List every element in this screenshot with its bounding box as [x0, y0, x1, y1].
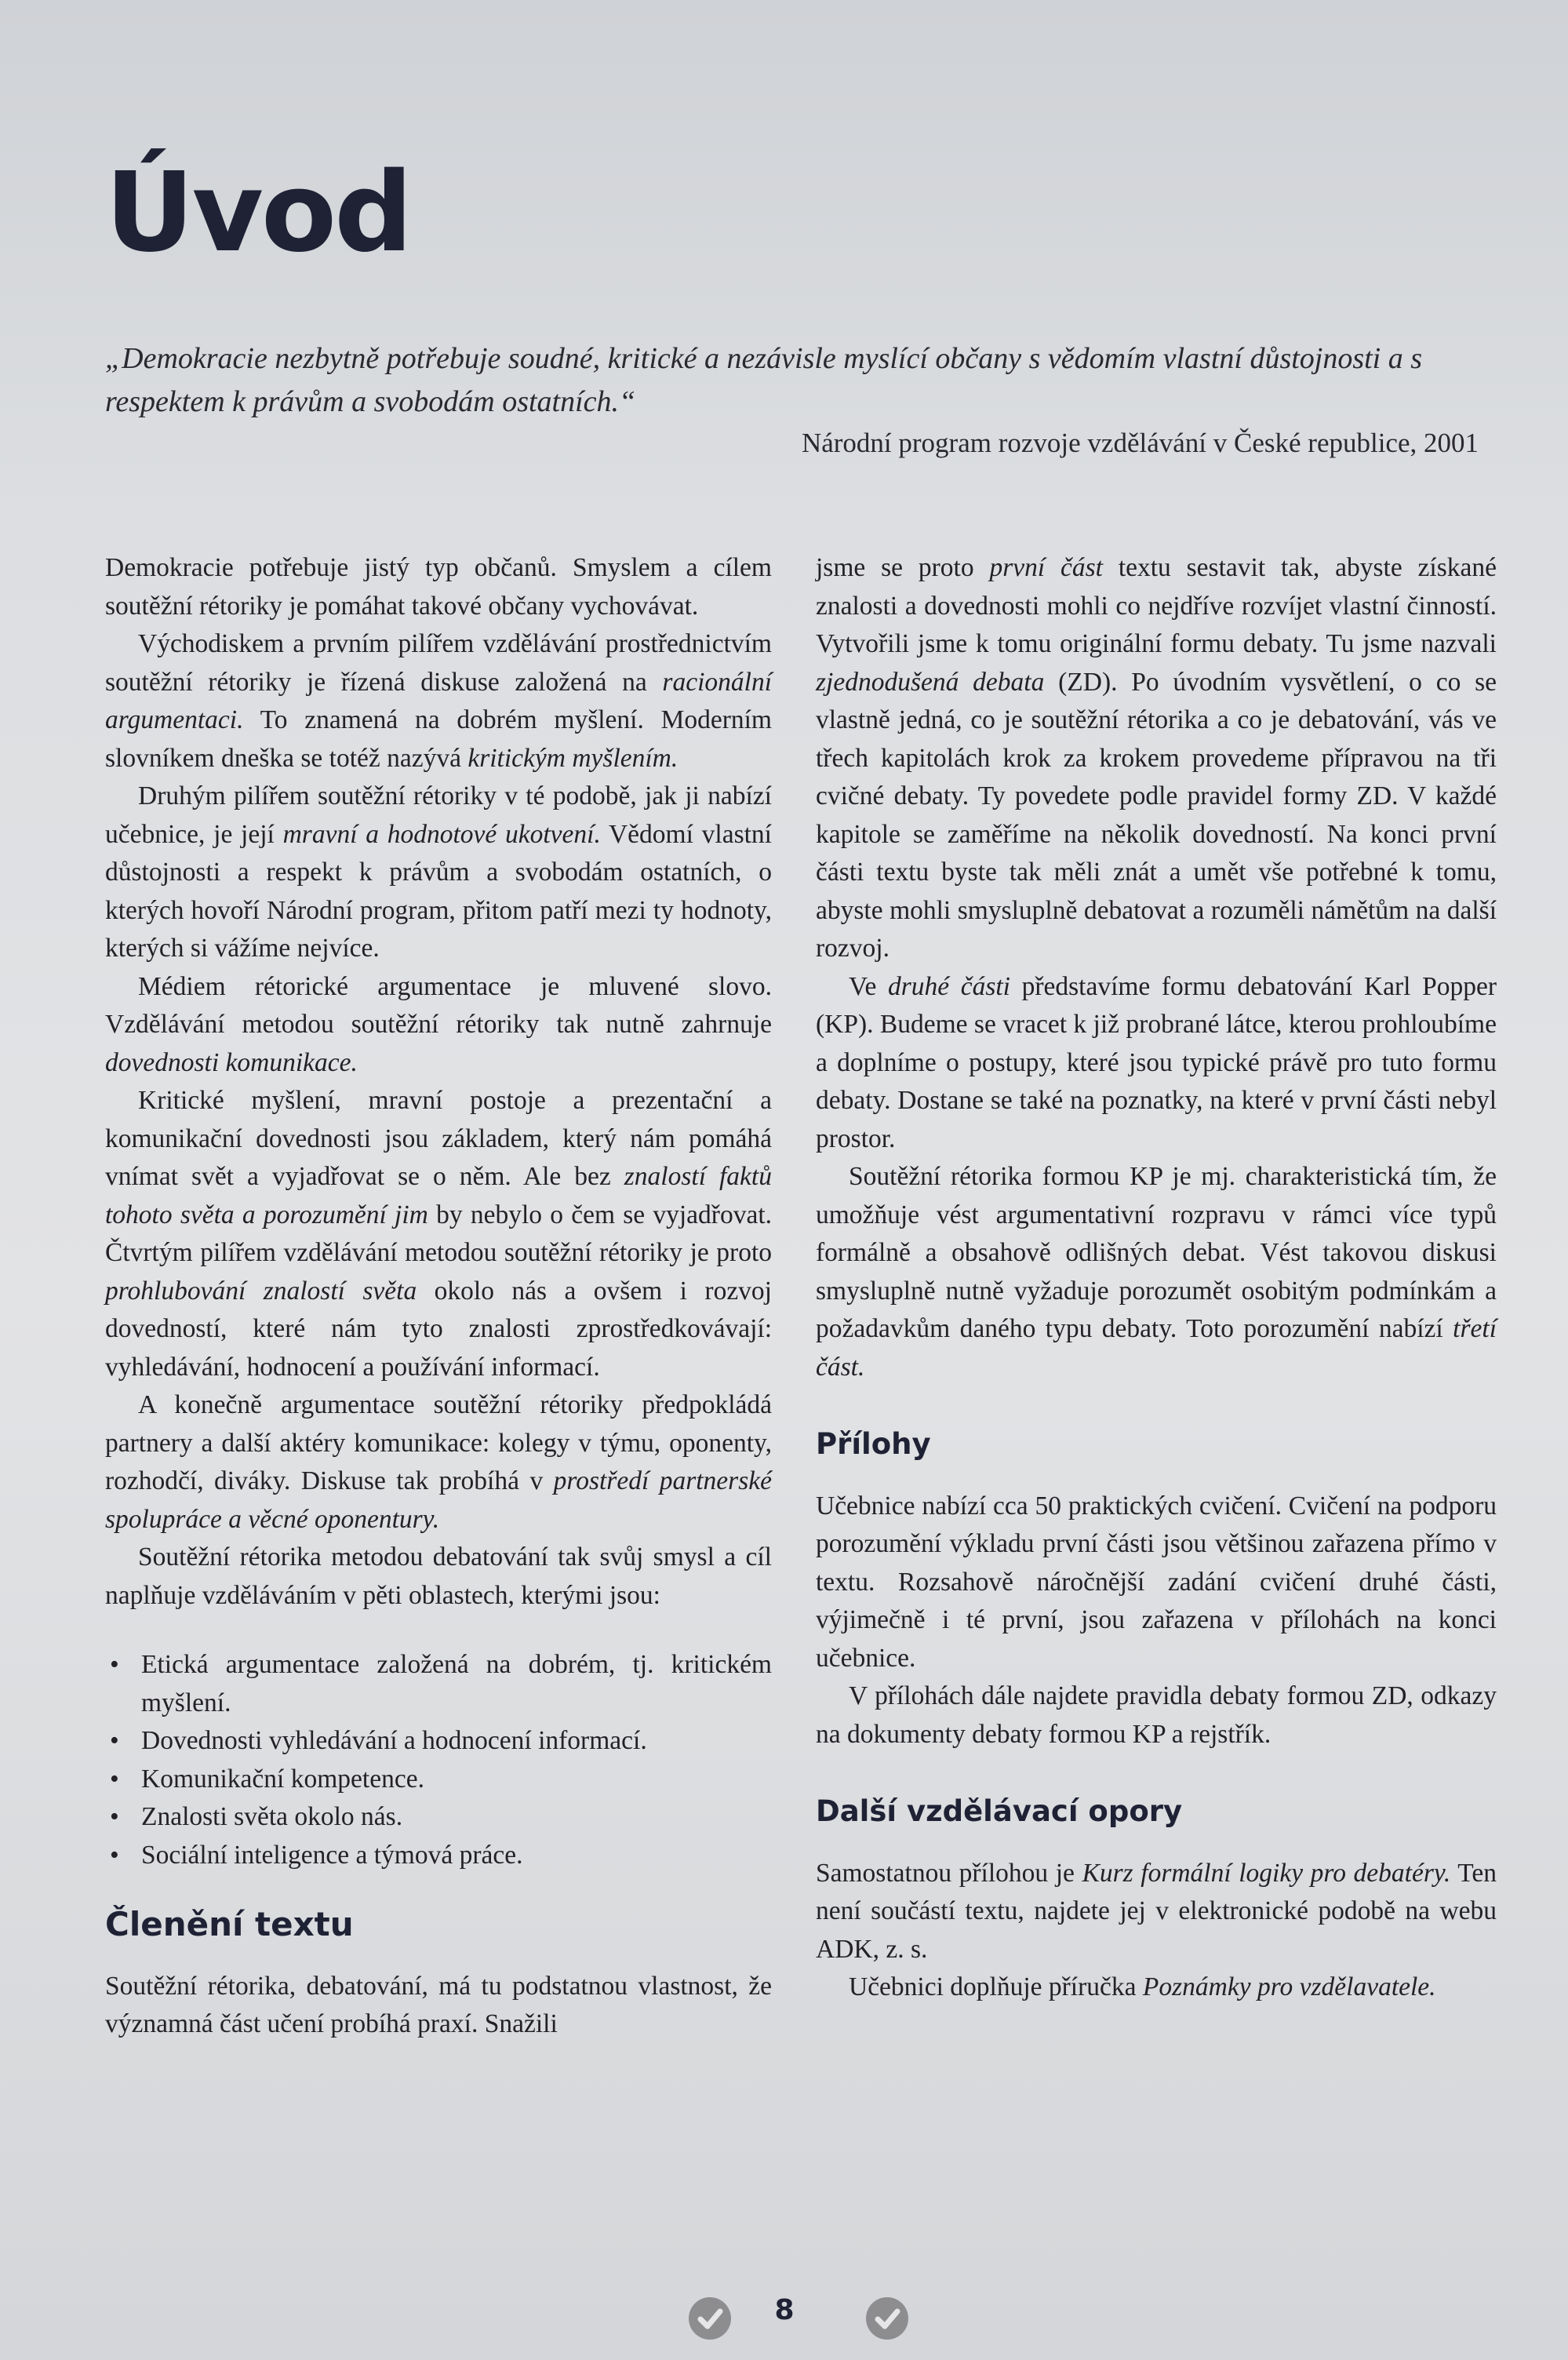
paragraph: A konečně argumentace soutěžní rétoriky předpokládá partnery a další aktéry komunikace: kolegy v týmu, oponenty, rozhodčí, diváky. Diskuse tak probíhá v prostředí partnerské spolupráce a věcné oponentury. — [105, 1390, 772, 1534]
list-item: • Komunikační kompetence. — [141, 1761, 772, 1799]
list-item: • Etická argumentace založená na dobrém, tj. kritickém myšlení. — [141, 1646, 772, 1722]
checkmark-circle-icon — [866, 2297, 908, 2340]
paragraph: Východiskem a prvním pilířem vzdělávání prostřednictvím soutěžní rétoriky je řízená diskuse založená na racionální argumentaci. To znamená na dobrém myšlení. Moderním slovníkem dneška se totéž nazývá kritickým myšlením. — [105, 629, 772, 773]
section-heading-cleneni: Členění textu — [105, 1905, 354, 1943]
paragraph: Druhým pilířem soutěžní rétoriky v té podobě, jak ji nabízí učebnice, je její mravní a hodnotové ukotvení. Vědomí vlastní důstojnosti a respekt k právům a svobodám ostatních, o kterých hovoří Národní program, přitom patří mezi ty hodnoty, kterých si vážíme nejvíce. — [105, 781, 772, 963]
paragraph: Samostatnou přílohou je Kurz formální logiky pro debatéry. Ten není součástí textu, najdete jej v elektronické podobě na webu ADK, z. s. — [816, 1858, 1497, 1964]
paragraph: jsme se proto první část textu sestavit tak, abyste získané znalosti a dovednosti mohli co nejdříve rozvíjet vlastní činností. Vytvořili jsme k tomu originální formu debaty. Tu jsme nazvali zjednodušená debata (ZD). Po úvodním vysvětlení, o co se vlastně jedná, co je soutěžní rétorika a co je debatování, vás ve třech kapitolách krok za krokem provedeme přípravou na tři cvičné debaty. Ty povedete podle pravidel formy ZD. V každé kapitole se zaměříme na několik dovedností. Na konci první části textu byste tak měli znát a umět vše potřebné k tomu, abyste mohli smysluplně debatovat a rozuměli námětům na další rozvoj. — [816, 553, 1497, 963]
paragraph: Médiem rétorické argumentace je mluvené slovo. Vzdělávání metodou soutěžní rétoriky tak nutně zahrnuje dovednosti komunikace. — [105, 971, 772, 1077]
paragraph: Učebnice nabízí cca 50 praktických cvičení. Cvičení na podporu porozumění výkladu první části jsou většinou zařazena přímo v textu. Rozsahově náročnější zadání cvičení druhé části, výjimečně i té první, jsou zařazena v přílohách na konci učebnice. — [816, 1491, 1497, 1673]
paragraph: Soutěžní rétorika formou KP je mj. charakteristická tím, že umožňuje vést argumentativní rozpravu v rámci více typů formálně a obsahově odlišných debat. Vést takovou diskusi smysluplně nutně vyžaduje porozumět osobitým podmínkám a požadavkům daného typu debaty. Toto porozumění nabízí třetí část. — [816, 1162, 1497, 1382]
paragraph: Soutěžní rétorika metodou debatování tak svůj smysl a cíl naplňuje vzděláváním v pěti oblastech, kterými jsou: — [105, 1542, 772, 1610]
epigraph-source: Národní program rozvoje vzdělávání v České republice, 2001 — [801, 428, 1479, 458]
section-heading-prilohy: Přílohy — [816, 1427, 931, 1461]
epigraph-quote: „Demokracie nezbytně potřebuje soudné, kritické a nezávisle myslící občany s vědomím vlastní důstojnosti a s respektem k právům a svobodám ostatních.“ — [105, 342, 1423, 419]
list-item: • Dovednosti vyhledávání a hodnocení informací. — [141, 1722, 772, 1761]
objectives-list — [105, 1646, 772, 1874]
paragraph: Učebnici doplňuje příručka Poznámky pro vzdělavatele. — [849, 1972, 1436, 2001]
checkmark-circle-icon — [689, 2297, 731, 2340]
paragraph: Soutěžní rétorika, debatování, má tu podstatnou vlastnost, že významná část učení probíhá praxí. Snažili — [105, 1971, 772, 2038]
paragraph: Demokracie potřebuje jistý typ občanů. Smyslem a cílem soutěžní rétoriky je pomáhat takové občany vychovávat. — [105, 553, 772, 621]
list-item: • Znalosti světa okolo nás. — [141, 1798, 772, 1837]
left-column — [105, 549, 772, 2044]
paragraph: Kritické myšlení, mravní postoje a prezentační a komunikační dovednosti jsou základem, který nám pomáhá vnímat svět a vyjadřovat se o něm. Ale bez znalostí faktů tohoto světa a porozumění jim by nebylo o čem se vyjadřovat. Čtvrtým pilířem vzdělávání metodou soutěžní rétoriky je proto prohlubování znalostí světa okolo nás a ovšem i rozvoj dovedností, které nám tyto znalosti zprostředkovávají: vyhledávání, hodnocení a používání informací. — [105, 1086, 772, 1382]
paragraph: V přílohách dále najdete pravidla debaty formou ZD, odkazy na dokumenty debaty formou KP a rejstřík. — [816, 1681, 1497, 1749]
list-item: • Sociální inteligence a týmová práce. — [141, 1837, 772, 1875]
paragraph: Ve druhé části představíme formu debatování Karl Popper (KP). Budeme se vracet k již probrané látce, kterou prohloubíme a doplníme o postupy, které jsou typické právě pro tuto formu debaty. Dostane se také na poznatky, na které v první části nebyl prostor. — [816, 971, 1497, 1153]
page-footer — [0, 2289, 1568, 2344]
page-number: 8 — [774, 2294, 795, 2326]
page-title: Úvod — [105, 149, 411, 277]
section-heading-opory: Další vzdělávací opory — [816, 1794, 1183, 1828]
right-column — [816, 549, 1497, 2007]
